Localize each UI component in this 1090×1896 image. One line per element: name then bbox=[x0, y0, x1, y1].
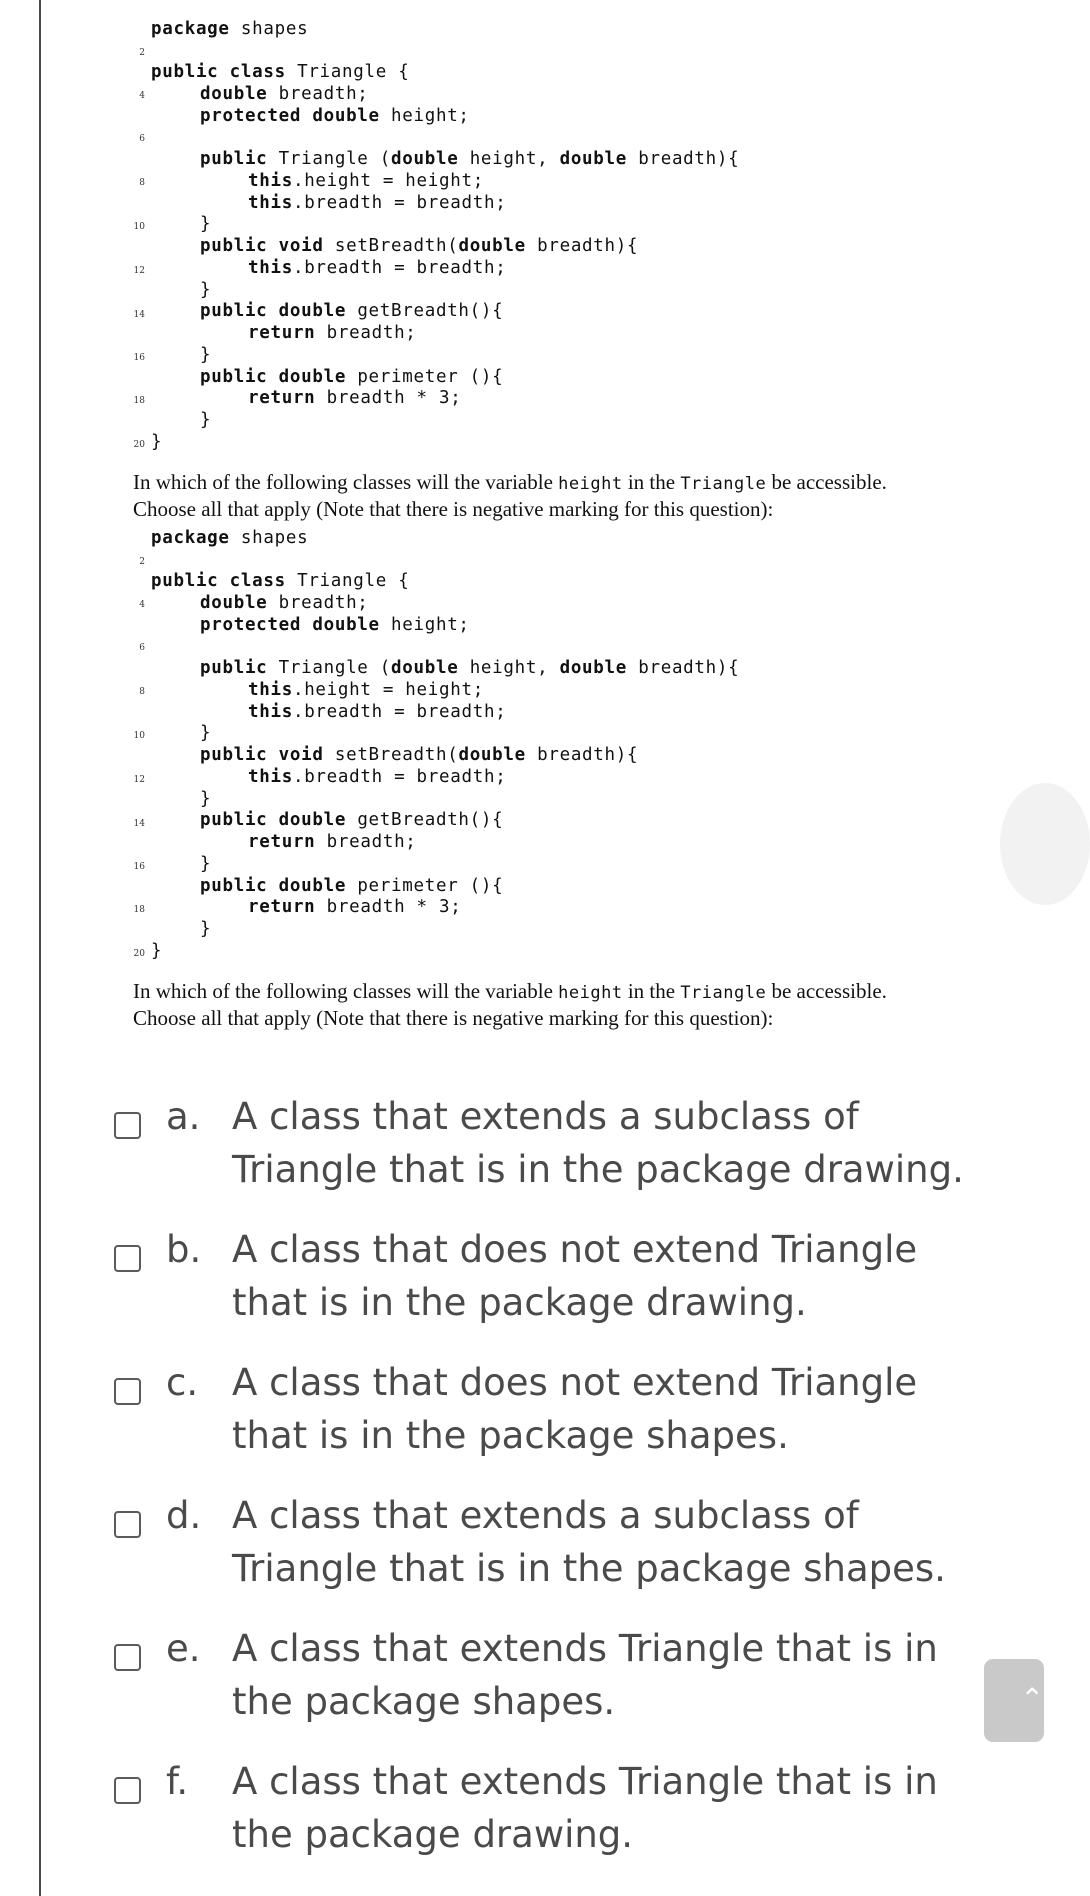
checkbox-b[interactable] bbox=[114, 1245, 141, 1272]
line-number: 4 bbox=[139, 91, 145, 101]
line-number: 6 bbox=[139, 643, 145, 653]
code-line: public Triangle (double height, double breadth){ bbox=[200, 149, 740, 169]
code-line: this.breadth = breadth; bbox=[248, 702, 507, 722]
option-b[interactable] bbox=[0, 1223, 1024, 1343]
code-line: this.breadth = breadth; bbox=[248, 258, 507, 278]
code-line: public Triangle (double height, double breadth){ bbox=[200, 658, 740, 678]
code-line: public double getBreadth(){ bbox=[200, 810, 504, 830]
code-line: public void setBreadth(double breadth){ bbox=[200, 236, 639, 256]
line-number: 2 bbox=[139, 557, 145, 567]
option-letter: f. bbox=[166, 1760, 189, 1803]
code-line: this.breadth = breadth; bbox=[248, 193, 507, 213]
code-line: } bbox=[200, 723, 212, 743]
option-text: A class that extends a subclass of Triangle that is in the package shapes. bbox=[232, 1494, 946, 1590]
checkbox-a[interactable] bbox=[114, 1112, 141, 1139]
code-line: public class Triangle { bbox=[151, 571, 410, 591]
line-number: 10 bbox=[133, 222, 145, 232]
code-line: } bbox=[200, 345, 212, 365]
line-number: 4 bbox=[139, 600, 145, 610]
code-line: } bbox=[151, 941, 163, 961]
code-line: return breadth * 3; bbox=[248, 897, 462, 917]
code-line: double breadth; bbox=[200, 84, 369, 104]
line-number: 14 bbox=[133, 819, 145, 829]
code-line: protected double height; bbox=[200, 615, 470, 635]
checkbox-d[interactable] bbox=[114, 1511, 141, 1538]
code-line: public double getBreadth(){ bbox=[200, 301, 504, 321]
line-number: 8 bbox=[139, 687, 145, 697]
code-line: public double perimeter (){ bbox=[200, 367, 504, 387]
checkbox-f[interactable] bbox=[114, 1777, 141, 1804]
line-number: 2 bbox=[139, 48, 145, 58]
code-line: public void setBreadth(double breadth){ bbox=[200, 745, 639, 765]
line-number: 12 bbox=[133, 266, 145, 276]
code-line: this.height = height; bbox=[248, 680, 484, 700]
line-number: 14 bbox=[133, 310, 145, 320]
code-line: this.breadth = breadth; bbox=[248, 767, 507, 787]
line-number: 18 bbox=[133, 396, 145, 406]
chevron-up-icon: ⌃ bbox=[1020, 1682, 1044, 1715]
option-a[interactable] bbox=[0, 1090, 1024, 1210]
code-line: return breadth * 3; bbox=[248, 388, 462, 408]
line-number: 10 bbox=[133, 731, 145, 741]
left-border-line bbox=[39, 0, 41, 1896]
option-letter: c. bbox=[166, 1361, 199, 1404]
question-text: In which of the following classes will the variable height in the Triangle be accessible. Choose all that apply (Note that there is negative marking for this question): bbox=[133, 470, 887, 521]
code-line: } bbox=[151, 432, 163, 452]
code-line: } bbox=[200, 214, 212, 234]
line-number: 6 bbox=[139, 134, 145, 144]
code-line: double breadth; bbox=[200, 593, 369, 613]
code-line: protected double height; bbox=[200, 106, 470, 126]
line-number: 20 bbox=[133, 440, 145, 450]
option-e[interactable] bbox=[0, 1622, 1024, 1742]
line-number: 18 bbox=[133, 905, 145, 915]
question-text: In which of the following classes will the variable height in the Triangle be accessible. Choose all that apply (Note that there is negative marking for this question): bbox=[133, 979, 887, 1030]
option-text: A class that extends Triangle that is in the package shapes. bbox=[232, 1627, 938, 1723]
line-number: 12 bbox=[133, 775, 145, 785]
option-c[interactable] bbox=[0, 1356, 1024, 1476]
checkbox-e[interactable] bbox=[114, 1644, 141, 1671]
code-line: public class Triangle { bbox=[151, 62, 410, 82]
option-d[interactable] bbox=[0, 1489, 1024, 1609]
code-line: return breadth; bbox=[248, 832, 417, 852]
code-line: public double perimeter (){ bbox=[200, 876, 504, 896]
code-line: } bbox=[200, 410, 212, 430]
line-number: 20 bbox=[133, 949, 145, 959]
line-number: 16 bbox=[133, 862, 145, 872]
option-text: A class that does not extend Triangle that is in the package drawing. bbox=[232, 1228, 918, 1324]
edge-bubble bbox=[1000, 783, 1090, 905]
checkbox-c[interactable] bbox=[114, 1378, 141, 1405]
code-line: this.height = height; bbox=[248, 171, 484, 191]
option-text: A class that does not extend Triangle that is in the package shapes. bbox=[232, 1361, 918, 1457]
option-text: A class that extends Triangle that is in the package drawing. bbox=[232, 1760, 938, 1856]
option-f[interactable] bbox=[0, 1755, 1024, 1875]
scroll-to-top-button[interactable] bbox=[984, 1659, 1044, 1742]
option-letter: e. bbox=[166, 1627, 201, 1670]
code-line: return breadth; bbox=[248, 323, 417, 343]
option-letter: b. bbox=[166, 1228, 202, 1271]
option-letter: a. bbox=[166, 1095, 201, 1138]
line-number: 16 bbox=[133, 353, 145, 363]
code-line: package shapes bbox=[151, 19, 309, 39]
code-line: } bbox=[200, 280, 212, 300]
code-line: } bbox=[200, 919, 212, 939]
line-number: 8 bbox=[139, 178, 145, 188]
code-line: } bbox=[200, 789, 212, 809]
code-line: } bbox=[200, 854, 212, 874]
option-text: A class that extends a subclass of Triangle that is in the package drawing. bbox=[232, 1095, 964, 1191]
code-line: package shapes bbox=[151, 528, 309, 548]
option-letter: d. bbox=[166, 1494, 202, 1537]
